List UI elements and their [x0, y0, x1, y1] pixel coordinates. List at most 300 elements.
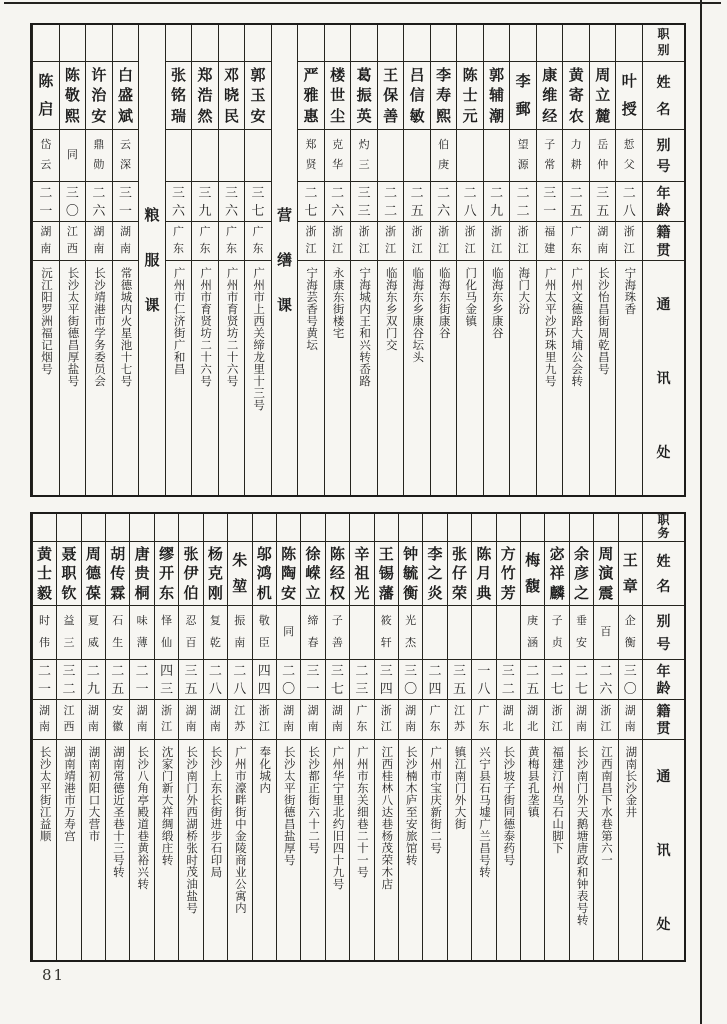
vertical-char: 东	[226, 242, 237, 255]
vertical-char: 锡	[378, 565, 394, 582]
vertical-char: 安	[575, 636, 587, 649]
vertical-char: 彦	[573, 565, 589, 582]
person-column	[300, 514, 324, 960]
name-cell	[301, 542, 324, 606]
vertical-char: 四	[160, 663, 174, 679]
vertical-char: 江	[66, 226, 78, 239]
vertical-char: 二	[428, 663, 442, 679]
vertical-char: 李	[436, 66, 452, 84]
vertical-char: 杨	[207, 545, 223, 563]
name-cell	[33, 62, 59, 130]
vertical-char: 浙	[258, 704, 270, 717]
name-cell	[155, 542, 178, 606]
vertical-char: 南	[209, 721, 221, 734]
vertical-char: 湖	[209, 704, 221, 717]
vertical-char: 悊	[623, 138, 635, 151]
vertical-char: 八	[463, 202, 477, 218]
name-cell	[537, 62, 563, 130]
address-text: 长沙坡子街同德泰药号	[502, 746, 515, 866]
vertical-char: 五	[410, 202, 424, 218]
vertical-char: 士	[37, 565, 53, 582]
vertical-char: 克	[207, 565, 223, 582]
vertical-char: 潮	[489, 107, 505, 125]
vertical-char: 祖	[354, 565, 370, 582]
vertical-char: 企	[624, 615, 636, 628]
alias-cell	[431, 130, 457, 182]
vertical-char: 斌	[117, 107, 133, 125]
vertical-char: 浙	[491, 226, 503, 239]
address-cell	[590, 261, 616, 495]
vertical-char: 龄	[656, 202, 671, 219]
person-column	[227, 514, 251, 960]
vertical-char: 维	[542, 87, 558, 104]
vertical-char: 周	[595, 66, 611, 84]
alias-cell	[130, 606, 153, 660]
person-column	[59, 25, 86, 495]
address-cell	[219, 261, 245, 495]
alias-cell	[594, 606, 617, 660]
alias-cell	[219, 130, 245, 182]
duty-cell	[619, 514, 642, 542]
age-cell	[86, 182, 112, 222]
vertical-char: 湖	[405, 704, 417, 717]
vertical-char: 经	[329, 565, 345, 582]
origin-cell	[423, 700, 446, 740]
alias-cell	[616, 130, 642, 182]
origin-cell	[179, 700, 202, 740]
duty-cell	[351, 25, 377, 62]
address-text: 临海东乡双门交	[384, 267, 397, 351]
vertical-char: 湖	[39, 704, 51, 717]
vertical-char: 江	[491, 242, 503, 255]
address-text: 广州市仁济街广和昌	[172, 267, 185, 375]
vertical-char: 五	[111, 680, 125, 696]
age-cell	[594, 660, 617, 700]
vertical-char: 南	[597, 242, 609, 255]
vertical-char: 浙	[161, 704, 173, 717]
vertical-char: 东	[570, 242, 582, 255]
vertical-char: 年	[656, 662, 671, 679]
vertical-char: 安	[281, 584, 297, 602]
address-cell	[616, 261, 642, 495]
vertical-char: 善	[331, 636, 343, 649]
vertical-char: 浩	[197, 87, 213, 104]
vertical-char: 郑	[305, 138, 317, 151]
vertical-char: 子	[551, 615, 563, 628]
age-cell	[179, 660, 202, 700]
address-cell	[82, 740, 105, 960]
name-cell	[590, 62, 616, 130]
vertical-char: 荣	[451, 584, 467, 602]
vertical-char: 南	[234, 636, 246, 649]
vertical-char: 邬	[256, 545, 272, 563]
name-cell	[326, 542, 349, 606]
vertical-char: 龄	[656, 680, 671, 697]
person-column	[483, 25, 510, 495]
vertical-char: 二	[135, 663, 149, 679]
duty-cell	[350, 514, 373, 542]
address-text: 常德城内火星池十七号	[119, 267, 132, 387]
vertical-char: 湖	[331, 704, 343, 717]
person-column	[349, 514, 373, 960]
vertical-char: 仔	[451, 565, 467, 582]
vertical-char: 南	[119, 242, 131, 255]
vertical-char: 衡	[624, 636, 636, 649]
vertical-char: 德	[85, 565, 101, 582]
address-text: 长沙南门外天鹅塘唐政和钟表号转	[575, 746, 588, 926]
vertical-char: 二	[384, 185, 398, 201]
duty-cell	[130, 514, 153, 542]
vertical-char: 九	[198, 202, 212, 218]
vertical-char: 益	[63, 615, 75, 628]
address-text: 长沙太平街德昌厚盐号	[66, 267, 79, 387]
name-cell	[277, 542, 300, 606]
vertical-char: 江	[258, 721, 270, 734]
address-cell	[537, 261, 563, 495]
vertical-char: 三	[543, 185, 557, 201]
duty-cell	[537, 25, 563, 62]
name-cell	[325, 62, 351, 130]
origin-cell	[33, 700, 56, 740]
vertical-char: 湖	[527, 704, 539, 717]
vertical-char: 粮	[144, 206, 160, 224]
origin-cell	[510, 222, 536, 261]
vertical-char: 广	[199, 226, 211, 239]
vertical-char: 三	[357, 185, 371, 201]
address-text: 沈家门新大祥绸缎庄转	[160, 746, 173, 866]
duty-cell	[404, 25, 430, 62]
vertical-char: 宓	[549, 545, 565, 563]
vertical-char: 郭	[489, 66, 505, 84]
vertical-char: 郑	[197, 66, 213, 84]
person-column	[325, 514, 349, 960]
vertical-char: 三	[225, 185, 239, 201]
address-cell	[351, 261, 377, 495]
vertical-char: 贤	[305, 159, 317, 172]
name-cell	[472, 542, 495, 606]
person-column	[165, 25, 192, 495]
address-cell	[301, 740, 324, 960]
origin-cell	[457, 222, 483, 261]
roster-table-upper	[30, 23, 686, 497]
vertical-char: 四	[257, 663, 271, 679]
vertical-char: 祥	[549, 565, 565, 582]
duty-cell	[590, 25, 616, 62]
vertical-char: 善	[383, 107, 399, 125]
person-column	[398, 514, 422, 960]
address-cell	[510, 261, 536, 495]
address-text: 临海东街康谷	[437, 267, 450, 339]
vertical-char: 李	[427, 545, 443, 563]
vertical-char: 西	[63, 721, 75, 734]
vertical-char: 江	[453, 704, 465, 717]
age-cell	[228, 660, 251, 700]
vertical-char: 〇	[282, 680, 296, 696]
vertical-char: 望	[517, 138, 529, 151]
vertical-char: 缪	[159, 545, 175, 563]
address-text: 海门大汾	[517, 267, 530, 315]
age-cell	[326, 660, 349, 700]
vertical-char: 苏	[453, 721, 465, 734]
vertical-char: 北	[527, 721, 539, 734]
origin-cell	[33, 222, 59, 261]
vertical-char: 寿	[436, 87, 452, 104]
vertical-char: 东	[159, 584, 175, 602]
person-column	[350, 25, 377, 495]
vertical-char: 一	[135, 680, 149, 696]
address-text: 临海东乡康谷坛头	[411, 267, 424, 363]
vertical-char: 江	[358, 242, 370, 255]
vertical-char: 一	[39, 202, 53, 218]
vertical-char: 别	[656, 136, 671, 153]
address-text: 兴宁县石马墟广兰昌号转	[477, 746, 490, 878]
section-label	[139, 25, 165, 495]
vertical-char: 三	[404, 663, 418, 679]
name-cell	[378, 62, 404, 130]
name-cell	[253, 542, 276, 606]
age-cell	[301, 660, 324, 700]
vertical-char: 二	[599, 663, 613, 679]
person-column	[56, 514, 80, 960]
vertical-char: 启	[38, 100, 54, 118]
header-column	[642, 514, 684, 960]
vertical-char: 南	[40, 242, 52, 255]
person-column	[32, 514, 56, 960]
vertical-char: 筱	[380, 615, 392, 628]
name-cell	[399, 542, 422, 606]
age-cell	[423, 660, 446, 700]
vertical-char: 伟	[39, 636, 51, 649]
vertical-char: 瑞	[170, 107, 186, 125]
vertical-char: 讯	[656, 842, 671, 858]
alias-cell	[179, 606, 202, 660]
header-label-name	[643, 62, 684, 130]
vertical-char: 薄	[136, 636, 148, 649]
vertical-char: 王	[378, 545, 394, 563]
vertical-char: 深	[119, 159, 131, 172]
vertical-char: 三	[184, 663, 198, 679]
vertical-char: 二	[569, 185, 583, 201]
vertical-char: 职	[61, 565, 77, 582]
alias-cell	[619, 606, 642, 660]
header-label-alias	[643, 130, 684, 182]
vertical-char: 号	[656, 158, 671, 175]
origin-cell	[619, 700, 642, 740]
address-text: 长沙楠木庐至安旅馆转	[404, 746, 417, 866]
name-cell	[228, 542, 251, 606]
alias-cell	[33, 130, 59, 182]
vertical-char: 英	[356, 107, 372, 125]
vertical-char: 七	[251, 202, 265, 218]
origin-cell	[228, 700, 251, 740]
vertical-char: 康	[542, 66, 558, 84]
vertical-char: 毓	[403, 565, 419, 582]
vertical-char: 二	[526, 663, 540, 679]
duty-cell	[378, 25, 404, 62]
vertical-char: 江	[63, 704, 75, 717]
vertical-char: 二	[516, 202, 530, 218]
person-column	[471, 514, 495, 960]
person-column	[544, 514, 568, 960]
header-label-age	[643, 182, 684, 222]
person-column	[244, 25, 271, 495]
vertical-char: 建	[544, 242, 556, 255]
person-column	[562, 25, 589, 495]
duty-cell	[616, 25, 642, 62]
age-cell	[130, 660, 153, 700]
vertical-char: 课	[277, 296, 293, 314]
address-text: 湖南靖港市万寿宫	[63, 746, 76, 842]
vertical-char: 源	[517, 159, 529, 172]
alias-cell	[228, 606, 251, 660]
vertical-char: 之	[573, 584, 589, 602]
vertical-char: 元	[462, 107, 478, 125]
address-text: 临海东乡康谷	[490, 267, 503, 339]
vertical-char: 南	[39, 721, 51, 734]
page-edge-top-line	[4, 2, 721, 4]
vertical-char: 子	[544, 138, 556, 151]
age-cell	[537, 182, 563, 222]
duty-cell	[570, 514, 593, 542]
name-cell	[106, 542, 129, 606]
vertical-char: 徐	[305, 545, 321, 563]
duty-cell	[33, 514, 56, 542]
vertical-char: 二	[282, 663, 296, 679]
origin-cell	[326, 700, 349, 740]
vertical-char: 二	[550, 663, 564, 679]
address-cell	[179, 740, 202, 960]
vertical-char: 湖	[502, 704, 514, 717]
page-edge-right-line	[700, 0, 702, 1024]
vertical-char: 浙	[385, 226, 397, 239]
duty-cell	[431, 25, 457, 62]
origin-cell	[166, 222, 192, 261]
duty-cell	[179, 514, 202, 542]
person-column	[32, 25, 59, 495]
age-cell	[484, 182, 510, 222]
person-column	[203, 514, 227, 960]
vertical-char: 江	[411, 242, 423, 255]
vertical-char: 二	[463, 185, 477, 201]
vertical-char: 〇	[623, 680, 637, 696]
duty-cell	[375, 514, 398, 542]
vertical-char: 葆	[85, 584, 101, 602]
vertical-char: 二	[86, 663, 100, 679]
alias-cell	[60, 130, 86, 182]
address-text: 广州市上西关缔龙里十三号	[252, 267, 265, 411]
vertical-char: 竹	[500, 565, 516, 582]
vertical-char: 立	[595, 87, 611, 104]
alias-cell	[378, 130, 404, 182]
person-column	[447, 514, 471, 960]
vertical-char: 南	[93, 242, 105, 255]
vertical-char: 东	[356, 721, 368, 734]
person-column	[324, 25, 351, 495]
origin-cell	[570, 700, 593, 740]
duty-cell	[228, 514, 251, 542]
vertical-char: 湖	[307, 704, 319, 717]
origin-cell	[563, 222, 589, 261]
age-cell	[404, 182, 430, 222]
origin-cell	[245, 222, 271, 261]
person-column	[81, 514, 105, 960]
duty-cell	[484, 25, 510, 62]
vertical-char: 二	[62, 680, 76, 696]
header-label-age	[643, 660, 684, 700]
origin-cell	[219, 222, 245, 261]
address-cell	[326, 740, 349, 960]
vertical-char: 一	[477, 663, 491, 679]
origin-cell	[404, 222, 430, 261]
vertical-char: 三	[63, 636, 75, 649]
person-column	[374, 514, 398, 960]
person-column	[178, 514, 202, 960]
vertical-char: 三	[355, 680, 369, 696]
address-cell	[33, 261, 59, 495]
vertical-char: 一	[38, 680, 52, 696]
vertical-char: 辅	[489, 87, 505, 104]
vertical-char: 湖	[40, 226, 52, 239]
vertical-char: 湖	[624, 704, 636, 717]
address-cell	[298, 261, 324, 495]
vertical-char: 三	[171, 185, 185, 201]
vertical-char: 六	[599, 680, 613, 696]
address-cell	[130, 740, 153, 960]
age-cell	[619, 660, 642, 700]
age-cell	[521, 660, 544, 700]
vertical-char: 徽	[112, 721, 124, 734]
vertical-char: 浙	[438, 226, 450, 239]
header-label-name	[643, 542, 684, 606]
vertical-char: 杰	[405, 636, 417, 649]
origin-cell	[325, 222, 351, 261]
address-cell	[228, 740, 251, 960]
vertical-char: 王	[383, 66, 399, 84]
vertical-char: 通	[656, 768, 671, 784]
duty-cell	[106, 514, 129, 542]
vertical-char: 同	[66, 149, 78, 161]
address-text: 宁海芸香号黄坛	[305, 267, 318, 351]
vertical-char: 一	[118, 202, 132, 218]
vertical-char: 五	[526, 680, 540, 696]
address-text: 广州市育贤坊二十六号	[199, 267, 212, 387]
vertical-char: 东	[478, 721, 490, 734]
alias-cell	[472, 606, 495, 660]
header-label-address	[643, 261, 684, 495]
age-cell	[113, 182, 139, 222]
address-text: 广州市宝庆新街二号	[429, 746, 442, 854]
alias-cell	[298, 130, 324, 182]
vertical-char: 白	[117, 66, 133, 84]
vertical-char: 张	[183, 545, 199, 563]
vertical-char: 郭	[250, 66, 266, 84]
origin-cell	[301, 700, 324, 740]
address-text: 长沙怡昌街周乾昌号	[596, 267, 609, 375]
vertical-char: 课	[144, 296, 160, 314]
origin-cell	[192, 222, 218, 261]
age-cell	[545, 660, 568, 700]
vertical-char: 籍	[656, 702, 671, 719]
header-label-origin	[643, 222, 684, 261]
address-text: 福建汀州乌石山脚下	[551, 746, 564, 854]
vertical-char: 三	[358, 159, 370, 172]
vertical-char: 云	[119, 138, 131, 151]
address-text: 长沙都正街六十二号	[307, 746, 320, 854]
vertical-char: 余	[573, 545, 589, 563]
vertical-char: 华	[332, 159, 344, 172]
vertical-char: 邓	[224, 66, 240, 84]
vertical-char: 叶	[621, 73, 637, 91]
